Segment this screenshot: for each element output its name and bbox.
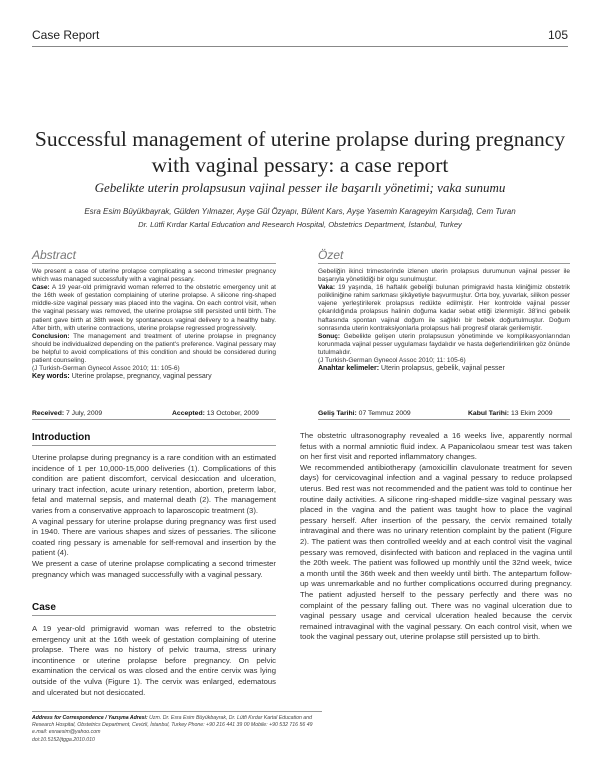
case-paragraph: The obstetric ultrasonography revealed a 16 weeks live, apparently normal fetus with a normal amniotic fluid index. A Papanicolaou smear test was taken on her first visit and reported inflammatory changes.: [300, 431, 572, 462]
introduction-paragraph: We present a case of uterine prolapse complicating a second trimester pregnancy which was managed successfully with a vaginal pessary.: [32, 558, 276, 579]
introduction-body: [32, 453, 276, 580]
abstract-turkish: [318, 268, 570, 373]
abstract-heading: Abstract: [32, 248, 276, 264]
ozet-case: Vaka: 19 yaşında, 16 haftalık gebeliği bulunan primigravid hasta kliniğimiz obstetrik polikliniğine rahim sarkması şikâyetiyle başvurmuştur. Orta boy, yuvarlak, silikon pesser vajene yerleştirilerek prolapsus redükte edilmiştir. Her kontrolde vajinal pesser çıkarıldığında prolapsus halinin doğuma kadar sebat ettiği izlenmiştir. 38'inci gebelik haftasında spontan vajinal doğum ile sağlıklı bir bebek doğurtulmuştur. Doğum sonrasında uterin kontraksiyonlarla prolapsus hali progresif olarak gerilemiştir.: [318, 284, 570, 332]
doi: doi:10.5152/jtgga.2010.010: [32, 736, 95, 743]
case-heading: Case: [32, 602, 276, 616]
abstract-intro: We present a case of uterine prolapse complicating a second trimester pregnancy which was managed successfully with a vaginal pessary.: [32, 268, 276, 284]
ozet-intro: Gebeliğin ikinci trimesterinde izlenen uterin prolapsus durumunun vajinal pesser ile başarıyla yönetildiği bir olgu sunulmuştur.: [318, 268, 570, 284]
case-paragraph: A 19 year-old primigravid woman was referred to the obstetric emergency unit at the 16th week of gestation complaining of uterine prolapse. There was no history of pelvic trauma, stress urinary incontinence or uterine prolapse before pregnancy. On pelvic examination the cervical os was closed and the entire cervix was lying outside of the vulva (Figure 1). The cervix was enlarged, edematous and ulcerated but not desiccated.: [32, 624, 276, 697]
abstract-keywords: Key words: Uterine prolapse, pregnancy, vaginal pessary: [32, 373, 212, 381]
header-rule: [32, 46, 568, 47]
ozet-citation: (J Turkish-German Gynecol Assoc 2010; 11: 105-6): [318, 357, 466, 365]
case-body: [32, 624, 276, 698]
introduction-heading: Introduction: [32, 432, 276, 446]
right-column-body: [300, 431, 572, 643]
abstract-conclusion: Conclusion: The management and treatment of uterine prolapse in pregnancy should be individualized depending on the patient's preference. Vaginal pessary may be helpful to avoid complications of this condition and should be considered during patient counseling.: [32, 332, 276, 365]
introduction-paragraph: Uterine prolapse during pregnancy is a rare condition with an estimated incidence of 1 per 10,000-15,000 deliveries (1). Complications of this condition are patient discomfort, cervical desiccation and ulceration, urinary tract infection, acute urinary retention, abortion, preterm labor, fetal and maternal sepsis, and maternal death (2). The management varies from a conservative approach to laparoscopic treatment (3).: [32, 453, 276, 515]
abstract-english: [32, 268, 276, 381]
running-header-section: Case Report: [32, 28, 100, 42]
article-subtitle-turkish: Gebelikte uterin prolapsusun vajinal pesser ile başarılı yönetimi; vaka sunumu: [94, 180, 506, 195]
page-number: 105: [547, 28, 568, 42]
introduction-paragraph: A vaginal pessary for uterine prolapse during pregnancy was first used in 1940. There are various shapes and sizes of pessaries. The silicone coated ring pessary is amenable for self-removal and insertion by the patient (4).: [32, 516, 276, 558]
abstract-case: Case: A 19 year-old primigravid woman referred to the obstetric emergency unit at the 16th week of gestation complaining of uterine prolapse. A silicone ring-shaped middle-size vaginal pessary was placed into the vagina. On each control visit, when the vaginal pessary was removed, the uterine prolapse still persisted until birth. The patient gave birth at 38th week by spontaneous vaginal delivery to a healthy baby. After birth, with uterine contractions, uterine prolapse regressed progressively.: [32, 284, 276, 332]
dates-english: Received: 7 July, 2009 Accepted: 13 October, 2009: [32, 410, 276, 420]
case-paragraph: We recommended antibiotherapy (amoxicillin clavulonate treatment for seven days) for cervicovaginal infection and a vaginal pessary to reduce prolapsed uterus. Bed rest was not recommended and the patient was told to continue her routine daily activities. A silicone ring-shaped middle-size vaginal pessary was placed in the vagina and the patient was taught how to place the vaginal pessary herself. After insertion of the pessary, the cervix remained totally intravaginal and there was no urinary retention complaint by the patient (Figure 2). The patient was then controlled weekly and at each control visit the vaginal pessary was removed, disinfected with baticon and replaced in the vagina until the 20th week. The patient was followed up monthly until the 32nd week, twice a month until the 36th week and then weekly until birth. The antepartum follow-up was unremarkable and no further complications occurred during pregnancy. The patient adjusted herself to the pessary perfectly and there was no complaint of the pessary falling out. There was no vaginal ulceration due to vaginal pessary usage and cervical ulceration healed because the cervix remained intravaginal with the vaginal pessary. On each control visit, when we took the vaginal pessary out, uterine prolapse still persisted up to birth.: [300, 462, 572, 642]
author-list: Esra Esim Büyükbayrak, Gülden Yılmazer, Ayşe Gül Özyapı, Bülent Kars, Ayşe Yasemin Karageyim Karşıdağ, Cem Turan: [84, 207, 516, 216]
dates-turkish: Geliş Tarihi: 07 Temmuz 2009 Kabul Tarihi: 13 Ekim 2009: [318, 410, 570, 420]
ozet-conclusion: Sonuç: Gebelikte gelişen uterin prolapsusun yönetiminde ve komplikasyonlarından korunmada vajinal pesser uygulaması faydalıdır ve hasta değerlendirilirken göz önünde tutulmalıdır.: [318, 332, 570, 356]
correspondence-footnote: Address for Correspondence / Yazışma Adresi: Uzm. Dr. Esra Esim Büyükbayrak, Dr. Lütfi Kırdar Kartal Education and Research Hospital, Obstetrics Department, Cevizli, İstanbul, Turkey Phone: +90 216 441 39 00 Mobile: +90 532 716 56 49 e.mail: esraesim@yahoo.com doi:10.5152/jtgga.2010.010: [32, 711, 322, 744]
abstract-citation: (J Turkish-German Gynecol Assoc 2010; 11: 105-6): [32, 365, 180, 373]
author-affiliation: Dr. Lütfi Kırdar Kartal Education and Research Hospital, Obstetrics Department, İstanbul, Turkey: [138, 220, 462, 229]
article-title: Successful management of uterine prolapse during pregnancy with vaginal pessary: a case report: [34, 127, 566, 177]
ozet-keywords: Anahtar kelimeler: Uterin prolapsus, gebelik, vajinal pesser: [318, 365, 505, 373]
ozet-heading: Özet: [318, 248, 570, 264]
